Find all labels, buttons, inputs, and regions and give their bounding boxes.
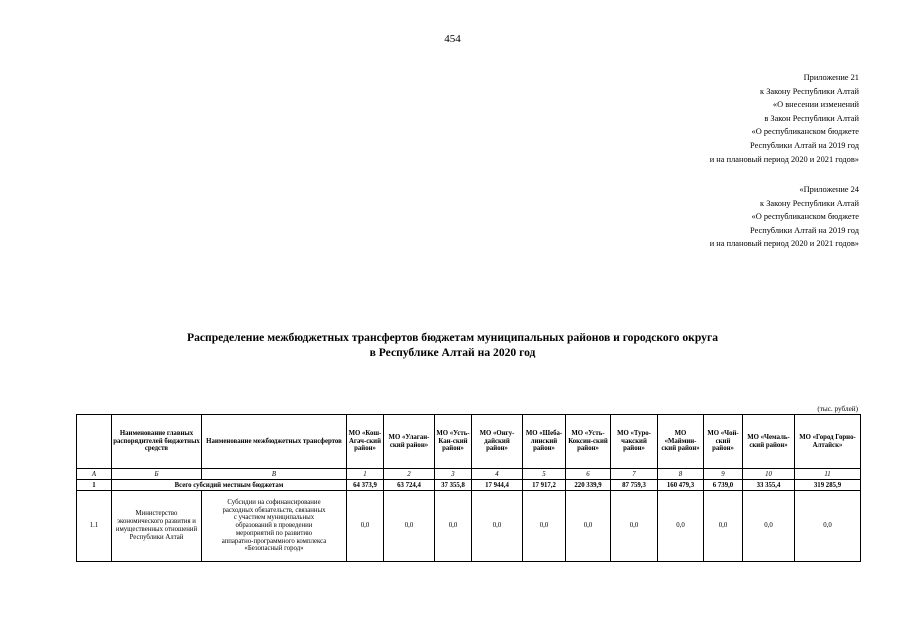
value-cell: 0,0 (384, 491, 435, 562)
annex-line: к Закону Республики Алтай (760, 198, 859, 208)
total-value: 6 739,0 (704, 480, 743, 491)
row-number: 1 (77, 480, 112, 491)
total-value: 63 724,4 (384, 480, 435, 491)
header-district: МО «Чемаль-ский район» (743, 415, 795, 469)
transfer-description (202, 491, 347, 562)
index-cell: 7 (611, 469, 658, 480)
page-number: 454 (444, 33, 461, 45)
total-value: 33 355,4 (743, 480, 795, 491)
header-district: МО «Кош-Агач-ский район» (347, 415, 384, 469)
administrator-cell: Министерство экономического развития и имущественных отношений Республики Алтай (112, 491, 202, 562)
header-number (77, 415, 112, 469)
value-cell: 0,0 (611, 491, 658, 562)
table-header-row (77, 415, 861, 469)
title-line-2: в Республике Алтай на 2020 год (369, 346, 536, 359)
index-cell: В (202, 469, 347, 480)
value-cell: 0,0 (795, 491, 861, 562)
index-cell: 4 (472, 469, 523, 480)
total-value: 17 944,4 (472, 480, 523, 491)
annex-line: в Закон Республики Алтай (764, 113, 859, 123)
value-cell: 0,0 (472, 491, 523, 562)
annex-line: «О внесении изменений (772, 100, 859, 110)
total-value: 64 373,9 (347, 480, 384, 491)
total-label: Всего субсидий местным бюджетам (112, 480, 347, 491)
header-transfer-name: Наименование межбюджетных трансфертов (202, 415, 347, 469)
header-district: МО «Улаган-ский район» (384, 415, 435, 469)
table-row (77, 491, 861, 562)
description-line: аппаратно-программного комплекса (221, 537, 327, 545)
annex-line: «О республиканском бюджете (751, 212, 859, 222)
annex-24-header (710, 183, 859, 251)
header-district: МО «Город Горно-Алтайск» (795, 415, 861, 469)
value-cell: 0,0 (566, 491, 611, 562)
annex-line: «Приложение 24 (799, 185, 859, 194)
header-district: МО «Усть-Коксин-ский район» (566, 415, 611, 469)
index-cell: 8 (658, 469, 704, 480)
description-line: расходных обязательств, связанных (222, 506, 326, 514)
column-index-row (77, 469, 861, 480)
description-line: образований в проведении (235, 522, 313, 530)
total-value: 160 479,3 (658, 480, 704, 491)
title-line-1: Распределение межбюджетных трансфертов бюджетам муниципальных районов и городского округа (186, 331, 719, 344)
units-label: (тыс. рублей) (817, 405, 858, 413)
value-cell: 0,0 (347, 491, 384, 562)
header-district: МО «Шеба-линский район» (523, 415, 566, 469)
description-line: с участием муниципальных (233, 514, 315, 522)
header-district: МО «Чой-ский район» (704, 415, 743, 469)
total-value: 37 355,8 (435, 480, 472, 491)
header-district: МО «Туро-чакский район» (611, 415, 658, 469)
index-cell: 5 (523, 469, 566, 480)
header-district: МО «Усть-Кан-ский район» (435, 415, 472, 469)
header-district: МО «Маймин-ский район» (658, 415, 704, 469)
index-cell: 1 (347, 469, 384, 480)
transfers-table (76, 414, 861, 562)
total-value: 220 339,9 (566, 480, 611, 491)
index-cell: 10 (743, 469, 795, 480)
index-cell: 9 (704, 469, 743, 480)
annex-line: «О республиканском бюджете (751, 127, 859, 137)
header-administrator: Наименование главных распорядителей бюджетных средств (112, 415, 202, 469)
value-cell: 0,0 (435, 491, 472, 562)
annex-line: Приложение 21 (803, 73, 859, 82)
value-cell: 0,0 (743, 491, 795, 562)
annex-line: Республики Алтай на 2019 год (750, 225, 859, 235)
annex-line: и на плановый период 2020 и 2021 годов» (709, 154, 859, 164)
description-line: «Безопасный город» (244, 545, 304, 553)
description-line: Субсидии на софинансирование (227, 498, 321, 506)
total-value: 87 759,3 (611, 480, 658, 491)
value-cell: 0,0 (523, 491, 566, 562)
description-line: мероприятий по развитию (235, 529, 313, 537)
annex-line: к Закону Республики Алтай (760, 86, 859, 96)
total-row (77, 480, 861, 491)
row-number: 1.1 (77, 491, 112, 562)
index-cell: 6 (566, 469, 611, 480)
value-cell: 0,0 (658, 491, 704, 562)
index-cell: 2 (384, 469, 435, 480)
index-cell: 11 (795, 469, 861, 480)
annex-line: Республики Алтай на 2019 год (750, 140, 859, 150)
annex-21-header (710, 71, 859, 166)
document-title (0, 330, 905, 360)
value-cell: 0,0 (704, 491, 743, 562)
total-value: 17 917,2 (523, 480, 566, 491)
index-cell: А (77, 469, 112, 480)
index-cell: 3 (435, 469, 472, 480)
annex-line: и на плановый период 2020 и 2021 годов» (709, 239, 859, 249)
index-cell: Б (112, 469, 202, 480)
total-value: 319 285,9 (795, 480, 861, 491)
header-district: МО «Онгу-дайский район» (472, 415, 523, 469)
